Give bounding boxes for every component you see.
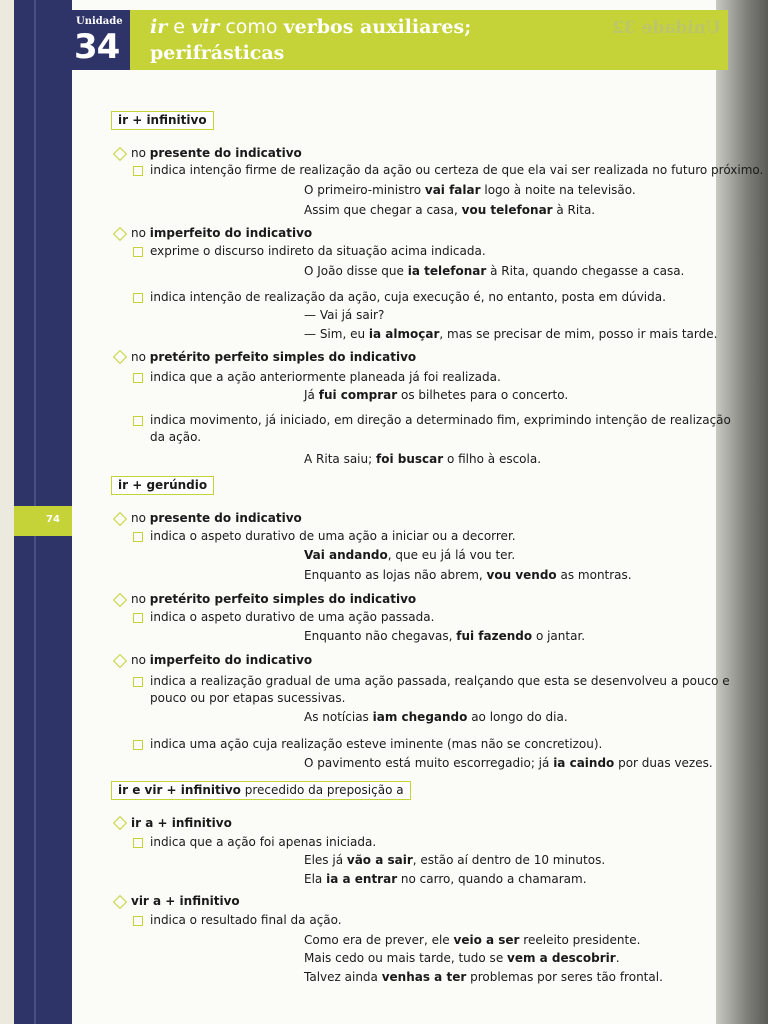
example: Enquanto não chegavas, fui fazendo o jantar.	[304, 629, 586, 643]
heading-ir-a: ir a + infinitivo	[131, 816, 232, 830]
example: As notícias iam chegando ao longo do dia.	[304, 710, 568, 724]
diamond-icon	[113, 227, 127, 241]
heading-vir-a: vir a + infinitivo	[131, 894, 240, 908]
diamond-icon	[113, 654, 127, 668]
section-box-ir-gerundio: ir + gerúndio	[111, 476, 214, 495]
square-bullet-icon	[133, 166, 143, 176]
ghost-header: Unidade 32	[612, 18, 721, 38]
diamond-icon	[113, 895, 127, 909]
example: Ela ia a entrar no carro, quando a chamaram.	[304, 872, 587, 886]
heading-presente: no presente do indicativo	[131, 511, 302, 525]
definition: indica movimento, já iniciado, em direção a determinado fim, exprimindo intenção de realização da ação.	[150, 413, 731, 444]
definition: indica o aspeto durativo de uma ação passada.	[150, 610, 435, 624]
square-bullet-icon	[133, 532, 143, 542]
unit-number: 34	[74, 27, 120, 67]
square-bullet-icon	[133, 740, 143, 750]
square-bullet-icon	[133, 613, 143, 623]
square-bullet-icon	[133, 838, 143, 848]
example: Eles já vão a sair, estão aí dentro de 10 minutos.	[304, 853, 606, 867]
example: O pavimento está muito escorregadio; já ia caindo por duas vezes.	[304, 756, 713, 770]
heading-presente: no presente do indicativo	[131, 146, 302, 160]
example: Já fui comprar os bilhetes para o concerto.	[304, 388, 569, 402]
diamond-icon	[113, 350, 127, 364]
definition: indica que a ação anteriormente planeada já foi realizada.	[150, 370, 501, 384]
unit-label: Unidade	[76, 16, 123, 27]
example: Mais cedo ou mais tarde, tudo se vem a descobrir.	[304, 951, 620, 965]
example: O primeiro-ministro vai falar logo à noite na televisão.	[304, 183, 636, 197]
example: Vai andando, que eu já lá vou ter.	[304, 548, 516, 562]
example: Como era de prever, ele veio a ser reeleito presidente.	[304, 933, 641, 947]
square-bullet-icon	[133, 247, 143, 257]
square-bullet-icon	[133, 373, 143, 383]
definition: indica intenção de realização da ação, cuja execução é, no entanto, posta em dúvida.	[150, 290, 666, 304]
definition: exprime o discurso indireto da situação acima indicada.	[150, 244, 486, 258]
title-line2: perifrásticas	[150, 42, 285, 64]
example: — Vai já sair?	[304, 308, 385, 322]
title-rest: verbos auxiliares;	[283, 16, 472, 38]
definition: indica o aspeto durativo de uma ação a iniciar ou a decorrer.	[150, 529, 516, 543]
heading-imperfeito: no imperfeito do indicativo	[131, 226, 313, 240]
definition: indica uma ação cuja realização esteve iminente (mas não se concretizou).	[150, 737, 603, 751]
square-bullet-icon	[133, 677, 143, 687]
title-vir: vir	[191, 16, 220, 38]
example: Talvez ainda venhas a ter problemas por seres tão frontal.	[304, 970, 663, 984]
diamond-icon	[113, 816, 127, 830]
title-ir: ir	[150, 16, 168, 38]
title-como: como	[219, 16, 284, 38]
diamond-icon	[113, 147, 127, 161]
section-box-ir-vir-infinitivo: ir e vir + infinitivo precedido da preposição a	[111, 781, 411, 800]
heading-preterito: no pretérito perfeito simples do indicativo	[131, 592, 417, 606]
heading-preterito: no pretérito perfeito simples do indicativo	[131, 350, 417, 364]
heading-imperfeito: no imperfeito do indicativo	[131, 653, 313, 667]
diamond-icon	[113, 512, 127, 526]
square-bullet-icon	[133, 293, 143, 303]
example: O João disse que ia telefonar à Rita, quando chegasse a casa.	[304, 264, 685, 278]
definition: indica o resultado final da ação.	[150, 913, 342, 927]
example: Assim que chegar a casa, vou telefonar à Rita.	[304, 203, 596, 217]
example: A Rita saiu; foi buscar o filho à escola.	[304, 452, 542, 466]
section-box-ir-infinitivo: ir + infinitivo	[111, 111, 214, 130]
square-bullet-icon	[133, 916, 143, 926]
square-bullet-icon	[133, 416, 143, 426]
title-e: e	[167, 16, 192, 38]
example: — Sim, eu ia almoçar, mas se precisar de mim, posso ir mais tarde.	[304, 327, 718, 341]
example: Enquanto as lojas não abrem, vou vendo as montras.	[304, 568, 632, 582]
definition: indica intenção firme de realização da ação ou certeza de que ela vai ser realizada no futuro próximo.	[150, 163, 764, 177]
diamond-icon	[113, 593, 127, 607]
page-number: 74	[46, 514, 60, 525]
definition: indica que a ação foi apenas iniciada.	[150, 835, 377, 849]
definition: indica a realização gradual de uma ação passada, realçando que esta se desenvolveu a pouco e pouco ou por etapas sucessivas.	[150, 674, 730, 705]
